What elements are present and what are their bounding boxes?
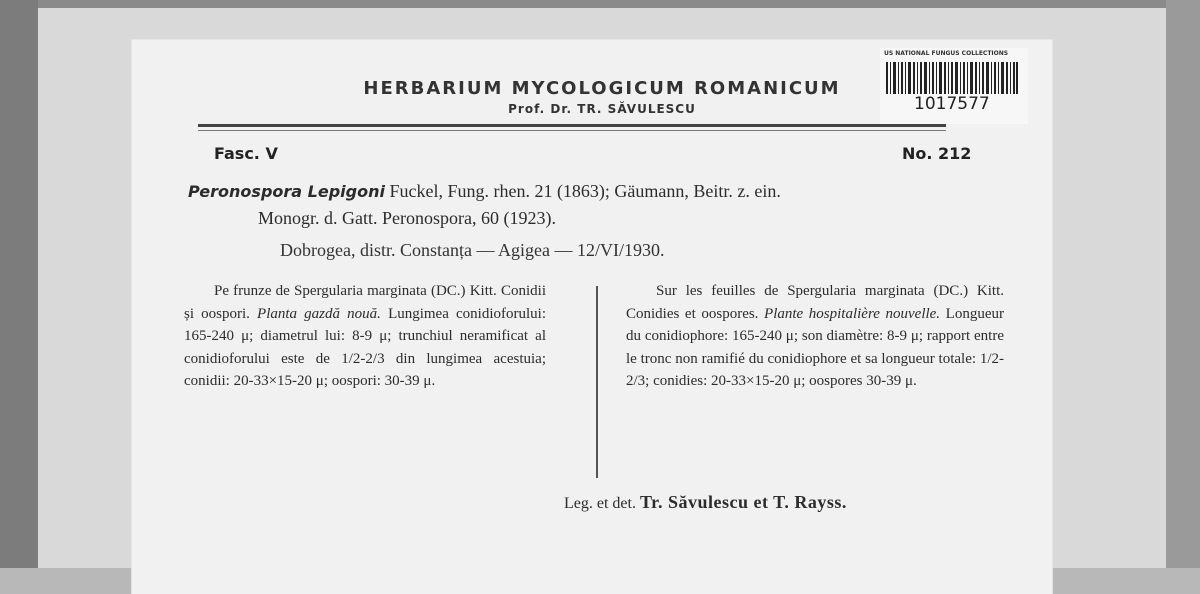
legend-prefix: Leg. et det. bbox=[564, 495, 636, 512]
description-french bbox=[626, 280, 1004, 393]
description-fr-text-1: Sur les feuilles de Spergularia marginata (DC.) Kitt. Conidies et oospores. bbox=[626, 283, 1004, 322]
description-romanian bbox=[184, 280, 546, 393]
collector-legend bbox=[564, 492, 847, 513]
column-divider bbox=[596, 286, 598, 478]
background-left-edge bbox=[0, 0, 38, 594]
collector-names: Tr. Săvulescu et T. Rayss. bbox=[639, 492, 847, 512]
description-ro-text-1: Pe frunze de Spergularia marginata (DC.) Kitt. Conidii și oospori. bbox=[184, 283, 546, 322]
header-rule bbox=[198, 124, 946, 127]
citation-line-2: Monogr. d. Gatt. Peronospora, 60 (1923). bbox=[258, 208, 556, 228]
description-ro-text-2: Lungimea conidioforului: 165-240 μ; diametrul lui: 8-9 μ; trunchiul neramificat al conidioforului este de 1/2-2/3 din lungimea acestuia; conidii: 20-33×15-20 μ; oospori: 30-39 μ. bbox=[184, 305, 546, 389]
header-rule-thin bbox=[198, 130, 946, 131]
description-fr-text-2: Longueur du conidiophore: 165-240 μ; son diamètre: 8-9 μ; rapport entre le tronc non ramifié du conidiophore et sa longueur totale: 1/2-2/3; conidies: 20-33×15-20 μ; oospores 30-39 μ. bbox=[626, 305, 1004, 389]
collection-locality: Dobrogea, distr. Constanța — Agigea — 12/VI/1930. bbox=[280, 240, 665, 260]
barcode-bars bbox=[886, 62, 1018, 94]
barcode-collection-name: US NATIONAL FUNGUS COLLECTIONS bbox=[884, 50, 1009, 57]
specimen-label bbox=[132, 40, 1052, 594]
fascicle-number: Fasc. V bbox=[214, 144, 278, 163]
species-name: Peronospora Lepigoni bbox=[188, 182, 385, 201]
description-ro-host-note: Planta gazdă nouă. bbox=[257, 305, 381, 322]
herbarium-title: HERBARIUM MYCOLOGICUM ROMANICUM bbox=[363, 78, 841, 99]
background-right-edge bbox=[1166, 0, 1200, 594]
herbarium-curator: Prof. Dr. TR. SĂVULESCU bbox=[508, 102, 696, 116]
specimen-number: No. 212 bbox=[902, 144, 972, 163]
citation-line-1: Fuckel, Fung. rhen. 21 (1863); Gäumann, Beitr. z. ein. bbox=[389, 181, 781, 201]
barcode-number: 1017577 bbox=[914, 94, 990, 114]
barcode-sticker bbox=[880, 48, 1028, 124]
taxon-citation bbox=[188, 178, 1028, 231]
description-fr-host-note: Plante hospitalière nouvelle. bbox=[764, 305, 941, 322]
